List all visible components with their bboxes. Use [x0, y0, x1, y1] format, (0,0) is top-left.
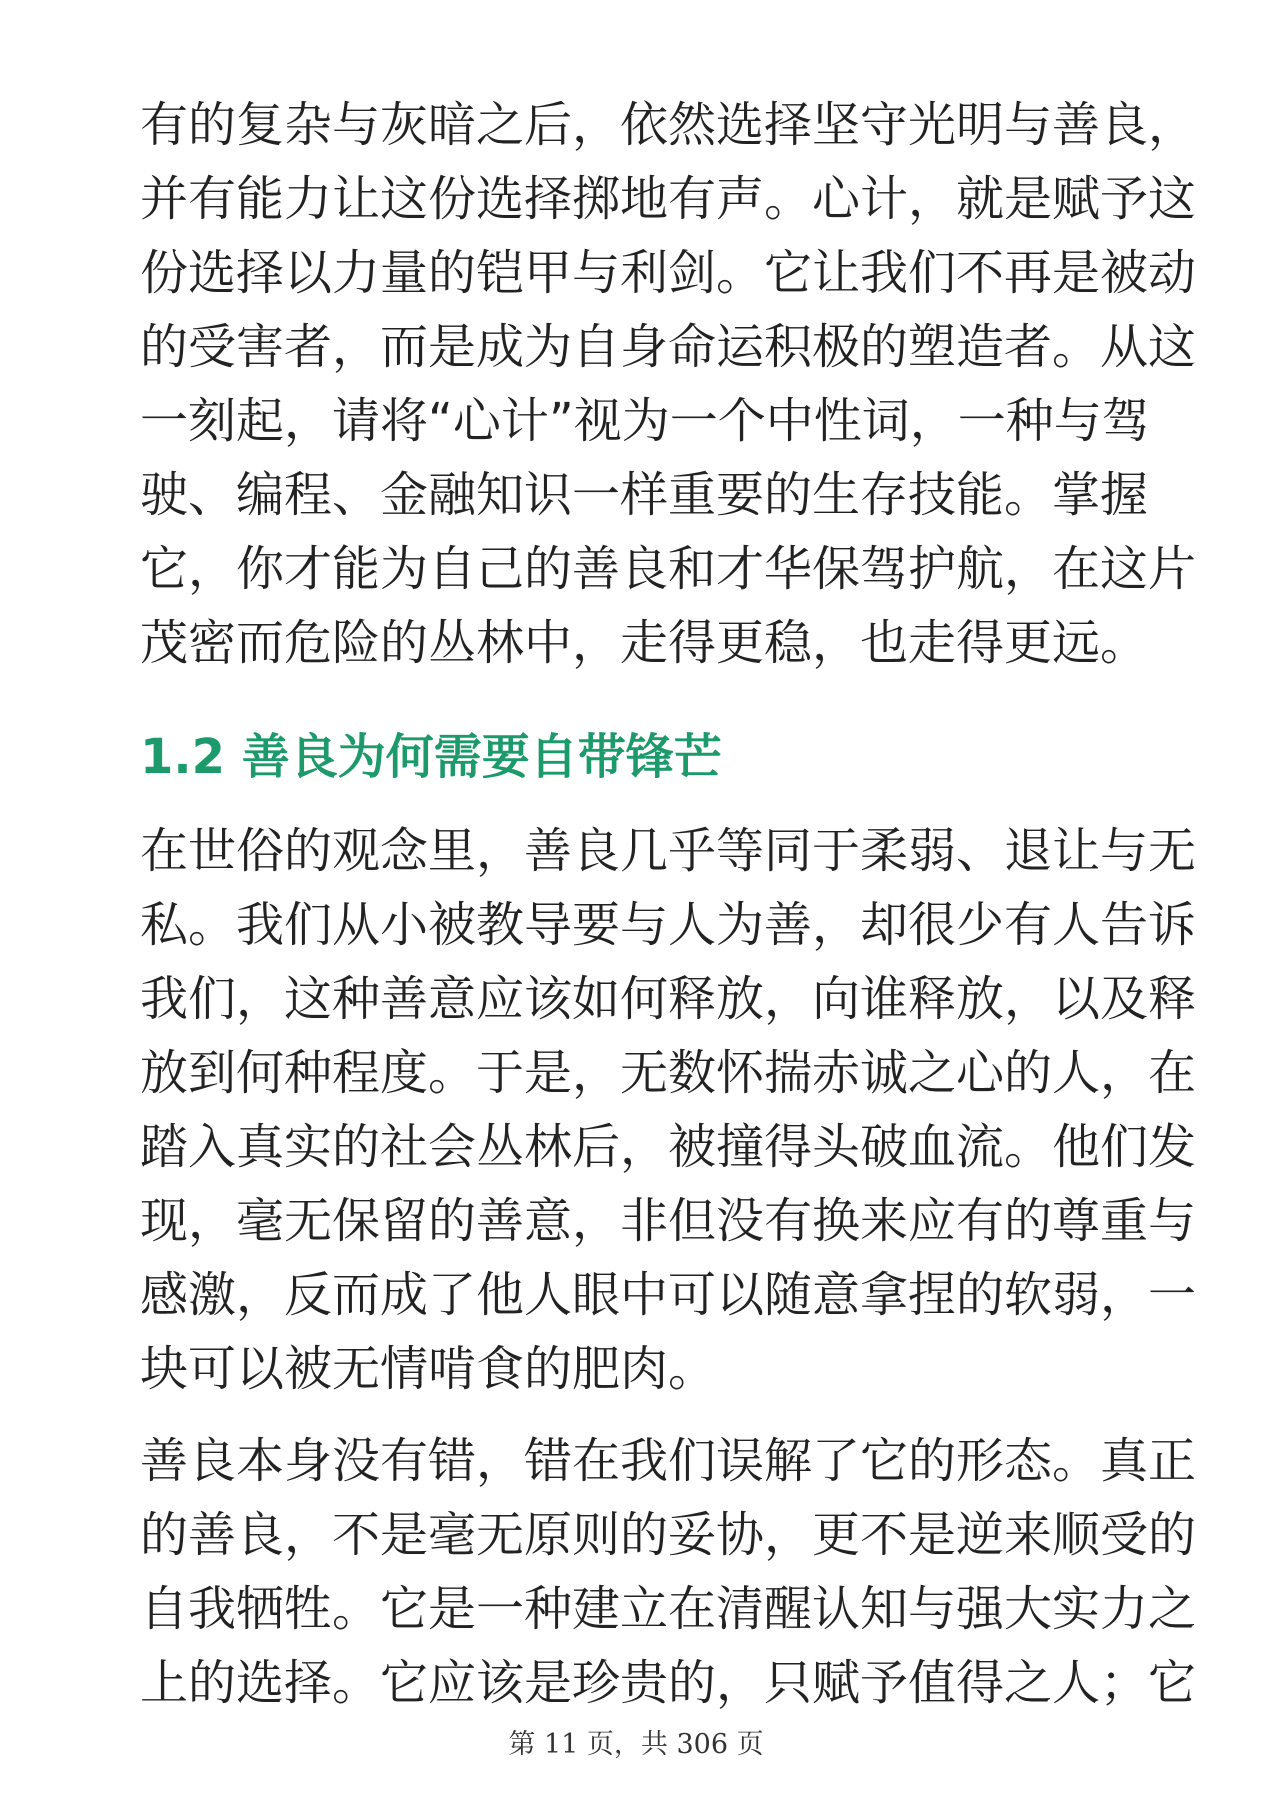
text-line: 放到何种程度。于是，无数怀揣赤诚之心的人，在	[140, 1045, 1197, 1101]
text-line: 现，毫无保留的善意，非但没有换来应有的尊重与	[140, 1193, 1197, 1249]
text-line: 在世俗的观念里，善良几乎等同于柔弱、退让与无	[140, 823, 1197, 879]
text-line: 并有能力让这份选择掷地有声。心计，就是赋予这	[140, 171, 1197, 227]
text-line: 块可以被无情啃食的肥肉。	[140, 1341, 717, 1397]
text-line: 我们，这种善意应该如何释放，向谁释放，以及释	[140, 971, 1197, 1027]
text-line: 茂密而危险的丛林中，走得更稳，也走得更远。	[140, 615, 1149, 671]
text-line: 有的复杂与灰暗之后，依然选择坚守光明与善良，	[140, 97, 1197, 153]
body-paragraph-3	[140, 1424, 1197, 1720]
text-line: 一刻起，请将“心计”视为一个中性词，一种与驾	[140, 393, 1150, 449]
text-line: 的受害者，而是成为自身命运积极的塑造者。从这	[140, 319, 1197, 375]
text-line: 上的选择。它应该是珍贵的，只赋予值得之人；它	[140, 1655, 1197, 1711]
text-line: 它，你才能为自己的善良和才华保驾护航，在这片	[140, 541, 1197, 597]
body-paragraph-1	[140, 88, 1197, 680]
text-line: 感激，反而成了他人眼中可以随意拿捏的软弱，一	[140, 1267, 1197, 1323]
page-content	[140, 88, 1197, 1720]
body-paragraph-2	[140, 814, 1197, 1406]
text-line: 踏入真实的社会丛林后，被撞得头破血流。他们发	[140, 1119, 1197, 1175]
page-number-footer: 第 11 页，共 306 页	[508, 1729, 764, 1760]
text-line: 的善良，不是毫无原则的妥协，更不是逆来顺受的	[140, 1507, 1197, 1563]
text-line: 自我牺牲。它是一种建立在清醒认知与强大实力之	[140, 1581, 1197, 1637]
text-line: 私。我们从小被教导要与人为善，却很少有人告诉	[140, 897, 1197, 953]
text-line: 善良本身没有错，错在我们误解了它的形态。真正	[140, 1433, 1197, 1489]
text-line: 份选择以力量的铠甲与利剑。它让我们不再是被动	[140, 245, 1197, 301]
section-heading: 1.2 善良为何需要自带锋芒	[140, 729, 722, 785]
text-line: 驶、编程、金融知识一样重要的生存技能。掌握	[140, 467, 1149, 523]
